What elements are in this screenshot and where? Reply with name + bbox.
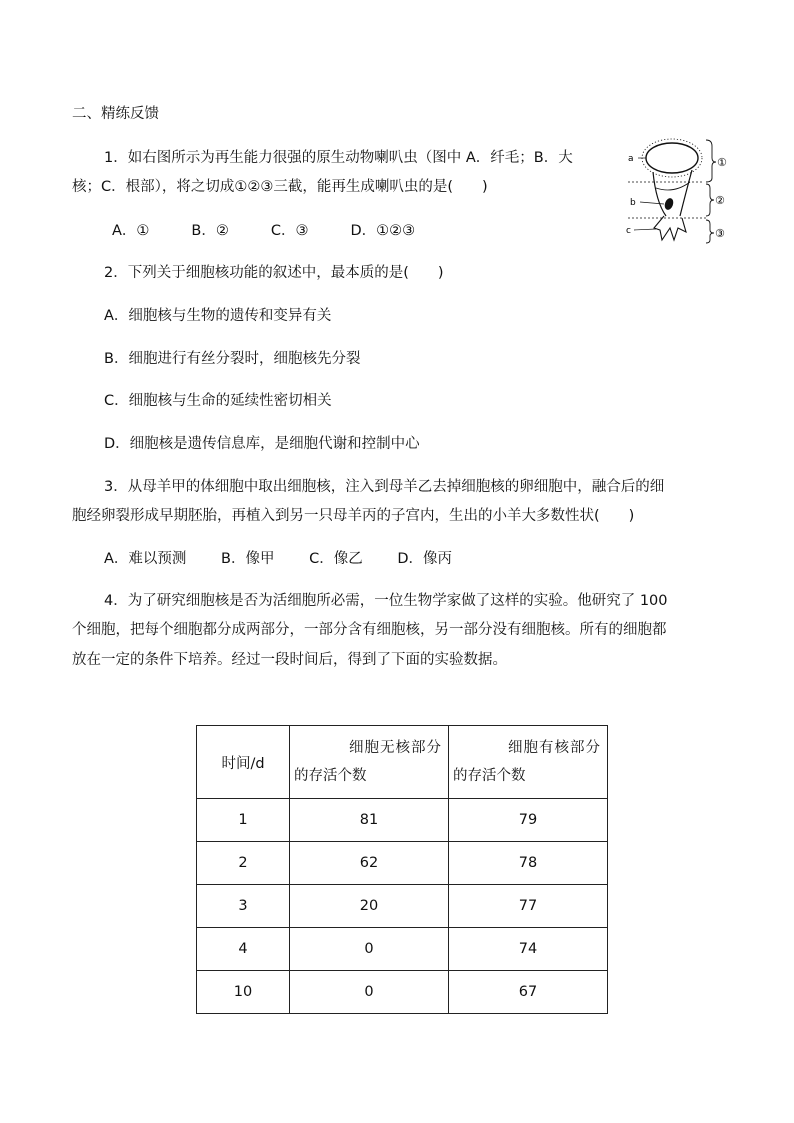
label-section-2: ② xyxy=(715,194,725,207)
question-2-option-a: A．细胞核与生物的遗传和变异有关 xyxy=(104,308,332,324)
question-2-option-c: C．细胞核与生命的延续性密切相关 xyxy=(104,393,332,409)
header-time: 时间/d xyxy=(197,726,290,799)
cell-no-nucleus: 81 xyxy=(290,799,449,842)
question-1-option-d: D．①②③ xyxy=(350,223,416,239)
nucleus xyxy=(663,197,675,211)
header-nucleus xyxy=(449,726,608,799)
question-4-line-1: 4．为了研究细胞核是否为活细胞所必需，一位生物学家做了这样的实验。他研究了 100 xyxy=(104,593,668,609)
header-nucleus-line-2: 的存活个数 xyxy=(453,768,526,784)
cell-nucleus: 77 xyxy=(449,885,608,928)
cell-nucleus: 79 xyxy=(449,799,608,842)
header-no-nucleus-line-2: 的存活个数 xyxy=(294,768,367,784)
question-3-options xyxy=(104,549,482,569)
question-4-line-3: 放在一定的条件下培养。经过一段时间后，得到了下面的实验数据。 xyxy=(72,652,507,668)
table-header-row xyxy=(197,726,608,799)
header-nucleus-line-1: 细胞有核部分 xyxy=(508,740,601,756)
cell-no-nucleus: 0 xyxy=(290,971,449,1014)
label-section-3: ③ xyxy=(715,227,725,240)
table-row xyxy=(197,799,608,842)
question-1-option-b: B．② xyxy=(191,223,229,239)
table-row xyxy=(197,971,608,1014)
cell-time: 2 xyxy=(197,842,290,885)
question-3-option-d: D．像丙 xyxy=(397,551,452,567)
question-1-options xyxy=(112,221,457,241)
cell-time: 1 xyxy=(197,799,290,842)
table-row xyxy=(197,885,608,928)
question-1-option-a: A．① xyxy=(112,223,150,239)
question-2-option-d: D．细胞核是遗传信息库，是细胞代谢和控制中心 xyxy=(104,436,420,452)
label-a: a xyxy=(628,154,634,164)
question-2-stem: 2．下列关于细胞核功能的叙述中，最本质的是( ) xyxy=(104,265,444,281)
cell-nucleus: 74 xyxy=(449,928,608,971)
cell-no-nucleus: 62 xyxy=(290,842,449,885)
cell-time: 10 xyxy=(197,971,290,1014)
header-no-nucleus-line-1: 细胞无核部分 xyxy=(349,740,442,756)
question-2-option-b: B．细胞进行有丝分裂时，细胞核先分裂 xyxy=(104,351,361,367)
question-3-option-a: A．难以预测 xyxy=(104,551,187,567)
cell-body xyxy=(653,170,692,216)
label-b: b xyxy=(630,198,636,208)
cell-time: 3 xyxy=(197,885,290,928)
question-1-option-c: C．③ xyxy=(270,223,309,239)
trumpet-animalcule-figure xyxy=(626,132,732,244)
question-3-line-2: 胞经卵裂形成早期胚胎，再植入到另一只母羊丙的子宫内，生出的小羊大多数性状( ) xyxy=(72,508,635,524)
label-section-1: ① xyxy=(717,156,727,169)
experiment-data-table xyxy=(196,725,608,1014)
question-3-option-b: B．像甲 xyxy=(221,551,275,567)
cell-no-nucleus: 20 xyxy=(290,885,449,928)
question-1-line-2: 核；C．根部），将之切成①②③三截，能再生成喇叭虫的是( ) xyxy=(72,179,488,195)
cell-time: 4 xyxy=(197,928,290,971)
cell-nucleus: 78 xyxy=(449,842,608,885)
cilia-ring xyxy=(642,139,702,177)
root-part xyxy=(654,216,686,240)
question-3-line-1: 3．从母羊甲的体细胞中取出细胞核，注入到母羊乙去掉细胞核的卵细胞中，融合后的细 xyxy=(104,479,665,495)
cell-no-nucleus: 0 xyxy=(290,928,449,971)
section-title: 二、精练反馈 xyxy=(72,106,159,122)
table-row xyxy=(197,928,608,971)
cell-nucleus: 67 xyxy=(449,971,608,1014)
question-4-line-2: 个细胞，把每个细胞都分成两部分，一部分含有细胞核，另一部分没有细胞核。所有的细胞都 xyxy=(72,622,667,638)
label-c: c xyxy=(626,226,631,236)
table-row xyxy=(197,842,608,885)
question-3-option-c: C．像乙 xyxy=(309,551,363,567)
question-1-line-1: 1．如右图所示为再生能力很强的原生动物喇叭虫（图中 A．纤毛；B．大 xyxy=(104,150,573,166)
header-no-nucleus xyxy=(290,726,449,799)
